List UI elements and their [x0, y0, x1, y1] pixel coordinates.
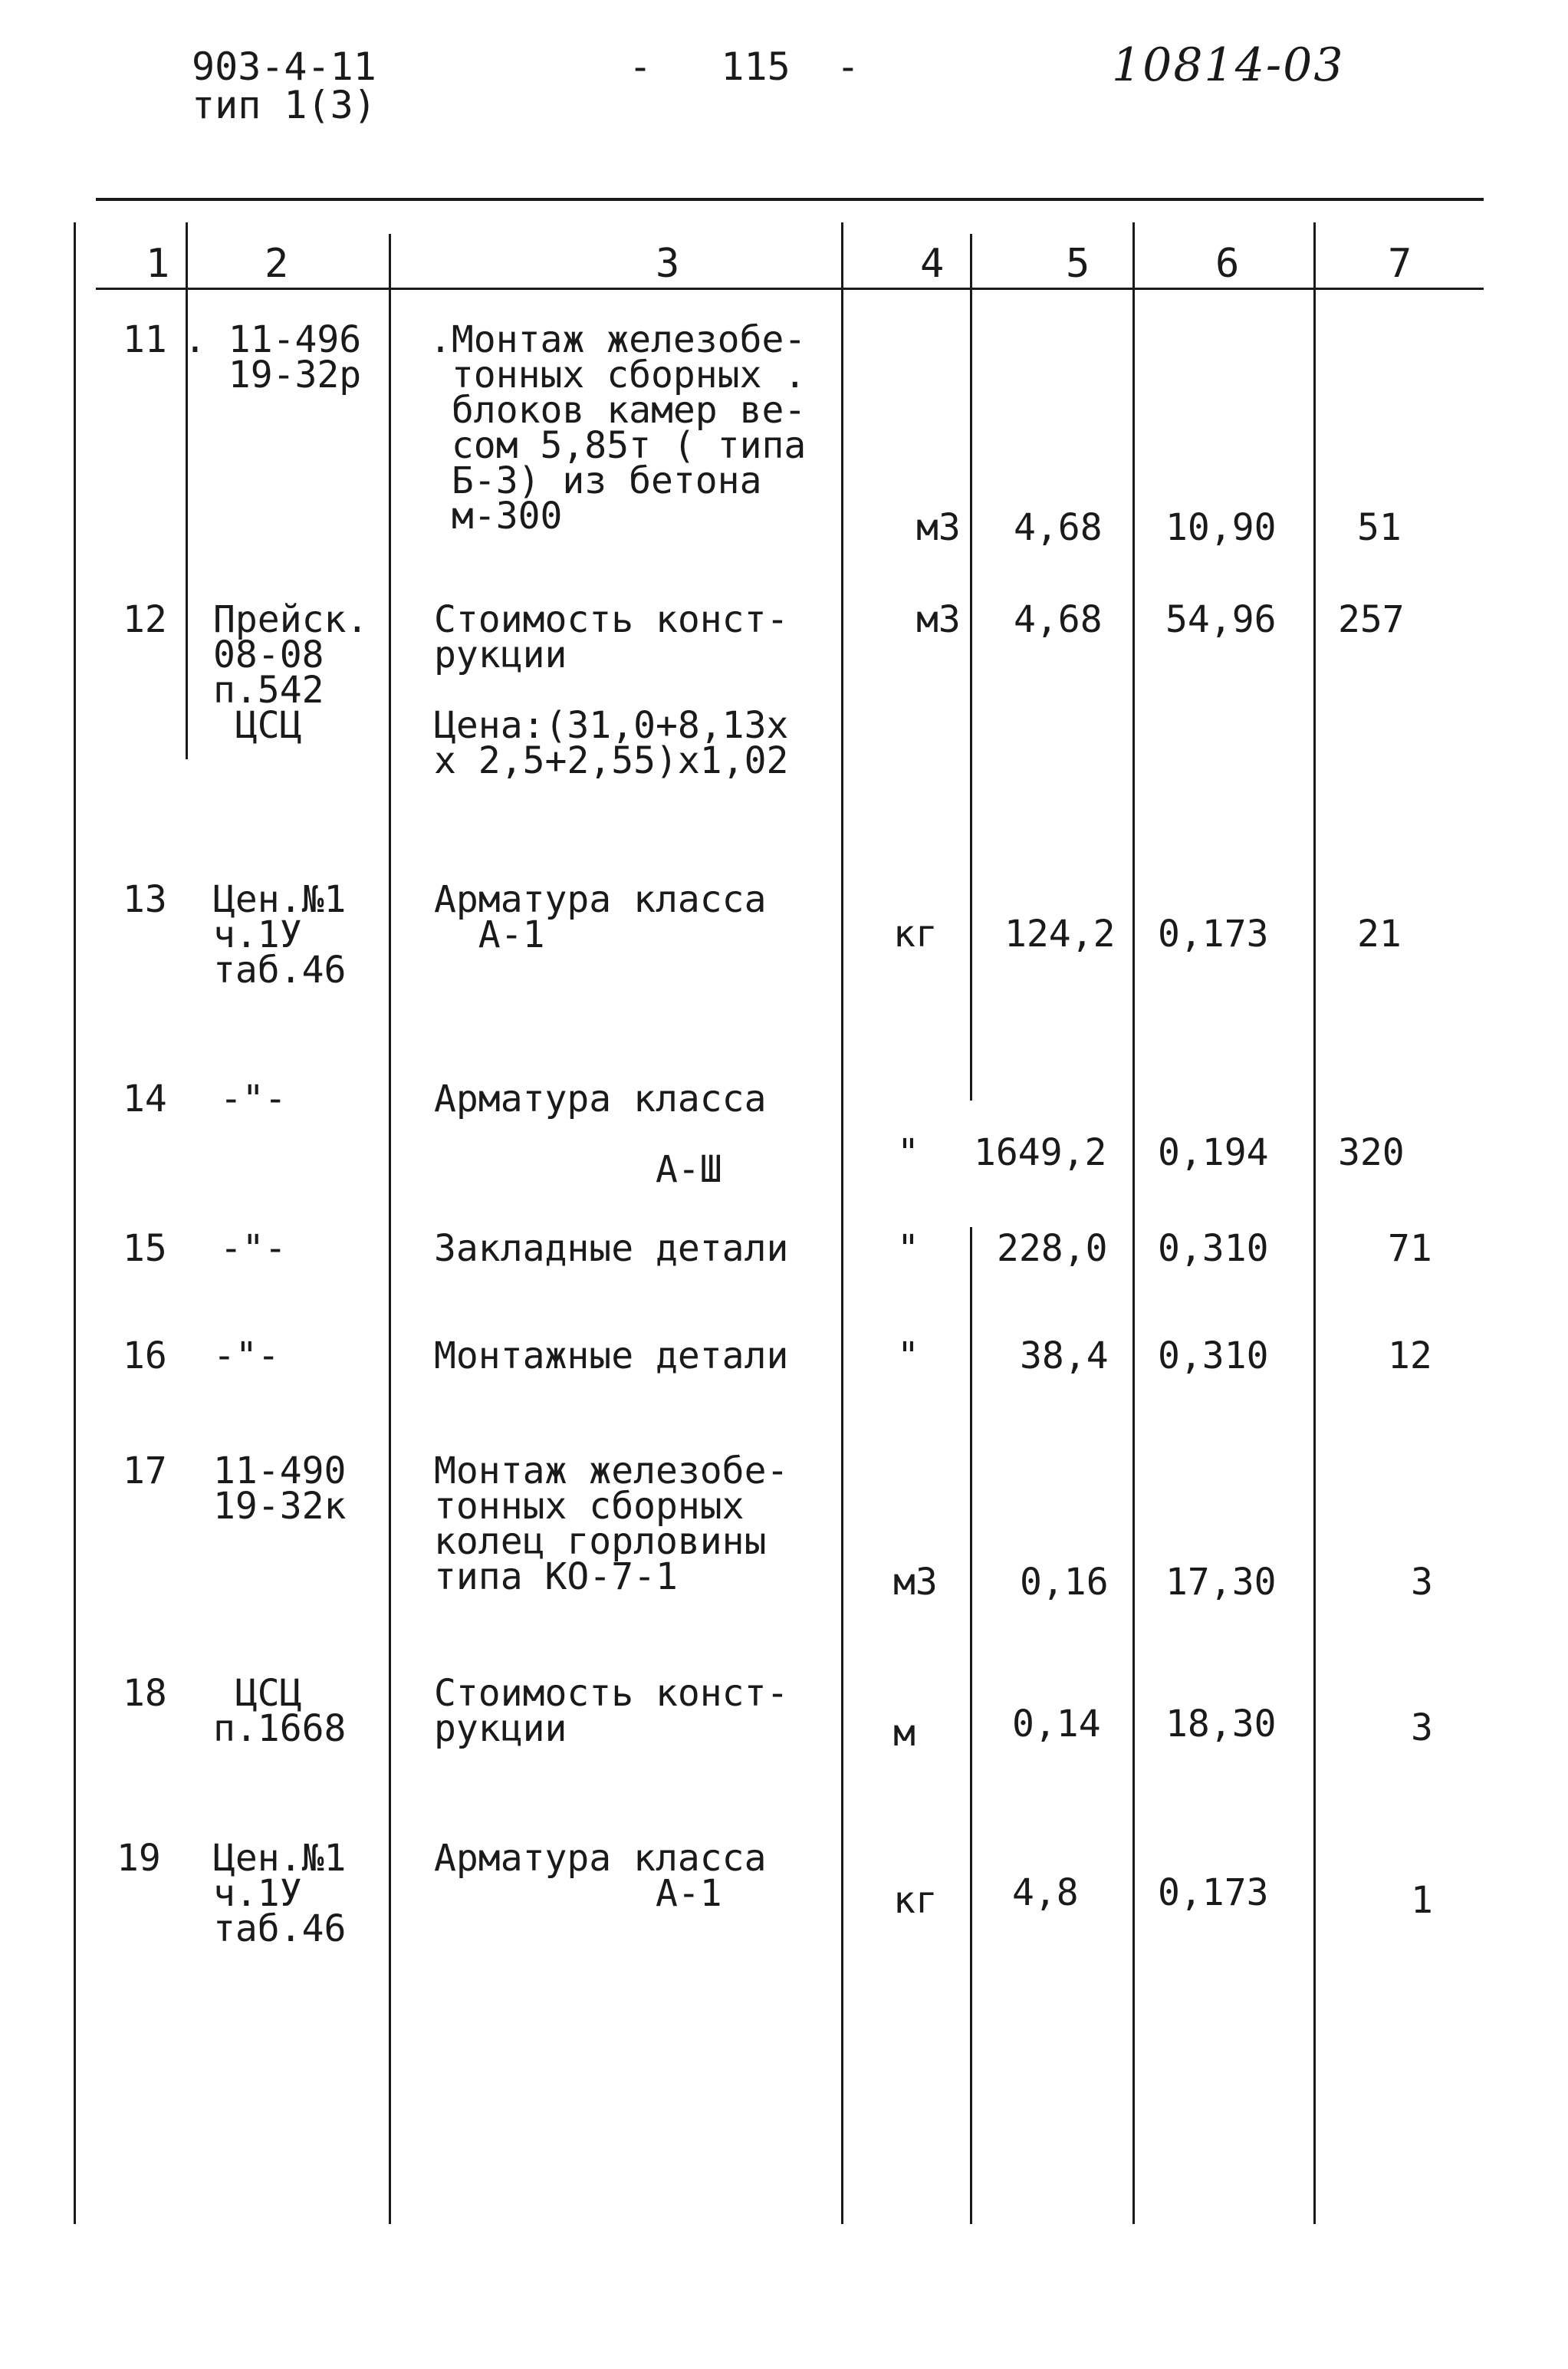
- column-header-5: 5: [1066, 241, 1090, 287]
- work-description: Стоимость конст- рукции Цена:(31,0+8,13х х 2,5+2,55)х1,02: [434, 598, 789, 782]
- col-divider-1: [186, 222, 188, 759]
- unit: м3: [916, 506, 961, 549]
- total-cost: 257: [1338, 598, 1405, 641]
- col-divider-6: [1313, 222, 1316, 2224]
- quantity: 4,68: [1014, 506, 1103, 549]
- price-code: ЦСЦ п.1668: [213, 1672, 347, 1750]
- quantity: 124,2: [1004, 913, 1116, 956]
- total-cost: 71: [1388, 1227, 1432, 1270]
- column-header-1: 1: [146, 241, 170, 287]
- unit: ": [897, 1131, 919, 1174]
- price-code: 11-490 19-32к: [213, 1449, 347, 1528]
- quantity: 4,8: [1012, 1871, 1079, 1914]
- row-number: 18: [123, 1672, 167, 1715]
- col-divider-2: [389, 234, 391, 2224]
- work-description: Арматура класса А-1: [434, 1837, 767, 1915]
- column-header-4: 4: [920, 241, 945, 287]
- unit: кг: [893, 913, 938, 956]
- unit: ": [897, 1227, 919, 1270]
- total-cost: 51: [1357, 506, 1402, 549]
- column-header-6: 6: [1215, 241, 1240, 287]
- total-cost: 1: [1411, 1879, 1433, 1922]
- total-cost: 3: [1411, 1706, 1433, 1749]
- price-code: Цен.№1 ч.1У таб.46: [213, 878, 347, 992]
- work-description: Арматура класса А-1: [434, 878, 767, 956]
- quantity: 228,0: [997, 1227, 1108, 1270]
- unit-price: 18,30: [1165, 1703, 1277, 1745]
- unit-price: 17,30: [1165, 1561, 1277, 1604]
- unit-price: 0,173: [1158, 1871, 1269, 1914]
- total-cost: 320: [1338, 1131, 1405, 1174]
- document-code: 903-4-11: [192, 44, 376, 89]
- column-header-2: 2: [265, 241, 289, 287]
- row-number: 13: [123, 878, 167, 921]
- table-left-border: [74, 222, 76, 2224]
- unit-price: 10,90: [1165, 506, 1277, 549]
- price-code: -"-: [198, 1227, 287, 1270]
- price-code: -"-: [198, 1078, 287, 1120]
- quantity: 38,4: [1020, 1334, 1109, 1377]
- unit-price: 54,96: [1165, 598, 1277, 641]
- document-type: тип 1(3): [192, 83, 376, 127]
- work-description: Стоимость конст- рукции: [434, 1672, 789, 1750]
- unit-price: 0,310: [1158, 1227, 1269, 1270]
- quantity: 0,16: [1020, 1561, 1109, 1604]
- row-number: 19: [117, 1837, 161, 1880]
- header-bottom-rule: [96, 288, 1484, 290]
- col-divider-4-lower: [970, 1227, 972, 2224]
- work-description: Закладные детали: [434, 1227, 789, 1270]
- work-description: .Монтаж железобе- тонных сборных . блоков камер ве- сом 5,85т ( типа Б-3) из бетона м-300: [429, 318, 807, 538]
- column-header-7: 7: [1388, 241, 1412, 287]
- row-number: 15: [123, 1227, 167, 1270]
- unit: ": [897, 1334, 919, 1377]
- total-cost: 21: [1357, 913, 1402, 956]
- col-divider-3: [841, 222, 843, 2224]
- price-code: Прейск. 08-08 п.542 ЦСЦ: [213, 598, 369, 747]
- price-code: Цен.№1 ч.1У таб.46: [213, 1837, 347, 1950]
- row-number: 16: [123, 1334, 167, 1377]
- col-divider-4-upper: [970, 234, 972, 1101]
- work-description: Арматура класса А-Ш: [434, 1078, 767, 1191]
- col-divider-5: [1132, 222, 1135, 2224]
- unit: кг: [893, 1879, 938, 1922]
- quantity: 0,14: [1012, 1703, 1101, 1745]
- unit: м3: [893, 1561, 938, 1604]
- row-number: 14: [123, 1078, 167, 1120]
- row-number: 17: [123, 1449, 167, 1492]
- price-code: -"-: [213, 1334, 280, 1377]
- unit-price: 0,173: [1158, 913, 1269, 956]
- column-header-3: 3: [656, 241, 680, 287]
- total-cost: 3: [1411, 1561, 1433, 1604]
- unit-price: 0,310: [1158, 1334, 1269, 1377]
- quantity: 1649,2: [974, 1131, 1107, 1174]
- work-description: Монтажные детали: [434, 1334, 789, 1377]
- quantity: 4,68: [1014, 598, 1103, 641]
- table-top-rule: [96, 198, 1484, 201]
- row-number: 11: [123, 318, 167, 361]
- price-code: . 11-496 19-32р: [184, 318, 362, 396]
- unit-price: 0,194: [1158, 1131, 1269, 1174]
- total-cost: 12: [1388, 1334, 1432, 1377]
- handwritten-number: 10814-03: [1112, 38, 1345, 92]
- unit: м: [893, 1712, 915, 1755]
- page-number: - 115 -: [629, 44, 860, 89]
- work-description: Монтаж железобе- тонных сборных колец горловины типа КО-7-1: [434, 1449, 789, 1598]
- unit: м3: [916, 598, 961, 641]
- row-number: 12: [123, 598, 167, 641]
